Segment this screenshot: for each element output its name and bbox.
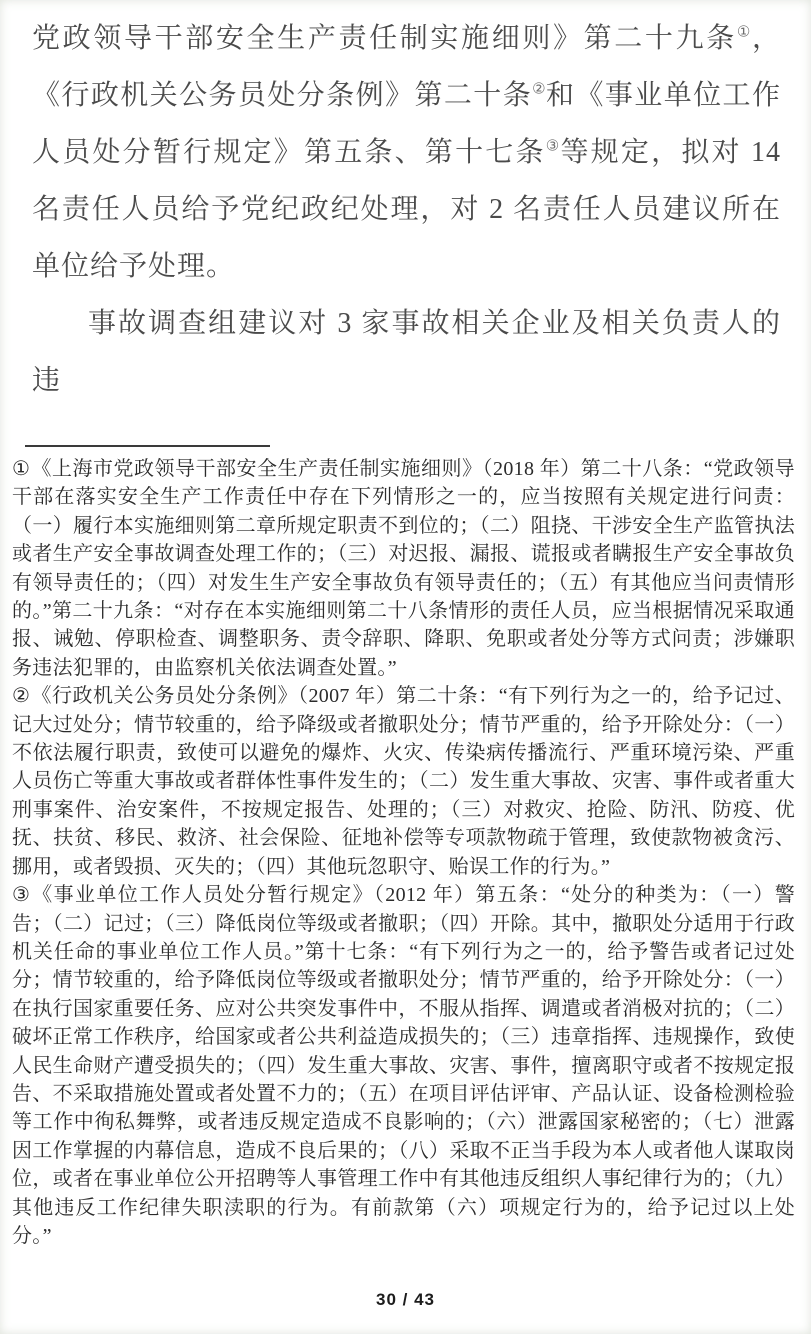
page-number: 30 / 43	[376, 1290, 435, 1309]
footnote-ref-1: ①	[736, 24, 752, 41]
main-text-block	[0, 0, 811, 409]
footnote-2-text: 《行政机关公务员处分条例》（2007 年）第二十条：“有下列行为之一的，给予记过、记大过处分；情节较重的，给予降级或者撤职处分；情节严重的，给予开除处分：（一）不依法履行职责，致使可以避免的爆炸、火灾、传染病传播流行、严重环境污染、严重人员伤亡等重大事故或者群体性事件发生的；（二）发生重大事故、灾害、事件或者重大刑事案件、治安案件，不按规定报告、处理的；（三）对救灾、抢险、防汛、防疫、优抚、扶贫、移民、救济、社会保险、征地补偿等专项款物疏于管理，致使款物被贪污、挪用，或者毁损、灭失的；（四）其他玩忽职守、贻误工作的行为。”	[12, 685, 795, 878]
body-paragraph-2: 事故调查组建议对 3 家事故相关企业及相关负责人的违	[32, 308, 781, 396]
footnote-1-marker: ①	[12, 458, 31, 480]
footnote-3-text: 《事业单位工作人员处分暂行规定》（2012 年）第五条：“处分的种类为：（一）警告；（二）记过；（三）降低岗位等级或者撤职；（四）开除。其中，撤职处分适用于行政机关任命的事业单位工作人员。”第十七条：“有下列行为之一的，给予警告或者记过处分；情节较重的，给予降低岗位等级或者撤职处分；情节严重的，给予开除处分：（一）在执行国家重要任务、应对公共突发事件中，不服从指挥、调遣或者消极对抗的；（二）破坏正常工作秩序，给国家或者公共利益造成损失的；（三）违章指挥、违规操作，致使人民生命财产遭受损失的；（四）发生重大事故、灾害、事件，擅离职守或者不按规定报告、不采取措施处置或者处置不力的；（五）在项目评估评审、产品认证、设备检测检验等工作中徇私舞弊，或者违反规定造成不良影响的；（六）泄露国家秘密的；（七）泄露因工作掌握的内幕信息，造成不良后果的；（八）采取不正当手段为本人或者他人谋取岗位，或者在事业单位公开招聘等人事管理工作中有其他违反组织人事纪律行为的；（九）其他违反工作纪律失职渎职的行为。有前款第（六）项规定行为的，给予记过以上处分。”	[12, 884, 795, 1247]
body-text-segment: 和《事业单位工作人员处分暂行规定》第五条、第十七条	[32, 80, 781, 168]
body-text-segment: 党政领导干部安全生产责任制实施细则》第二十九条	[32, 23, 737, 54]
footnote-1-text: 《上海市党政领导干部安全生产责任制实施细则》（2018 年）第二十八条：“党政领导干部在落实安全生产工作责任中存在下列情形之一的，应当按照有关规定进行问责：（一）履行本实施细则第二章所规定职责不到位的；（二）阻挠、干涉安全生产监管执法或者生产安全事故调查处理工作的；（三）对迟报、漏报、谎报或者瞒报生产安全事故负有领导责任的；（四）对发生生产安全事故负有领导责任的；（五）有其他应当问责情形的。”第二十九条：“对存在本实施细则第二十八条情形的责任人员，应当根据情况采取通报、诫勉、停职检查、调整职务、责令辞职、降职、免职或者处分等方式问责；涉嫌职务违法犯罪的，由监察机关依法调查处置。”	[12, 458, 795, 679]
footnote-separator	[25, 445, 270, 447]
body-paragraph-1	[32, 10, 781, 295]
body-text-segment: 等规定，拟对 14 名责任人员给予党纪政纪处理，对 2 名责任人员建议所在单位给予处理。	[32, 137, 781, 282]
footnote-3	[12, 881, 795, 1250]
footnote-2-marker: ②	[12, 685, 31, 708]
footnote-3-marker: ③	[12, 884, 32, 907]
footnote-ref-2: ②	[532, 81, 547, 98]
footnote-ref-3: ③	[545, 138, 561, 155]
footnotes-block	[0, 455, 811, 1250]
footnote-1	[12, 455, 795, 682]
body-text-segment: ，《行政机关公务员处分条例》第二十条	[32, 23, 781, 111]
footnote-2	[12, 682, 795, 881]
